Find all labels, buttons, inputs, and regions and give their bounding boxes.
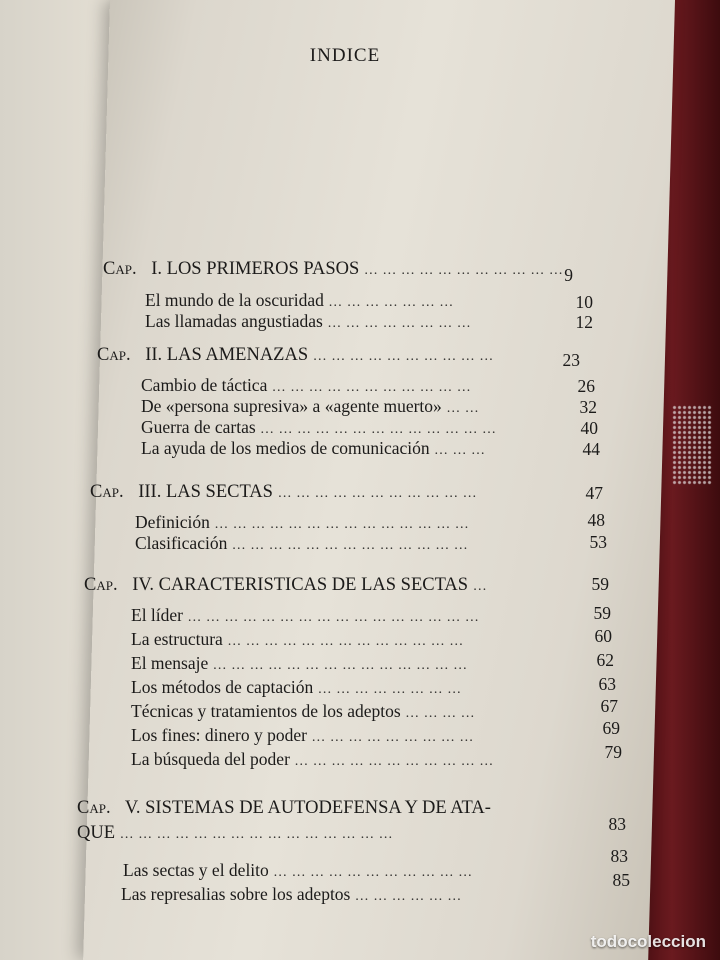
watermark-logo: todocoleccion bbox=[590, 932, 706, 951]
chapter-page: 9 bbox=[564, 265, 573, 285]
entry-label: El mensaje bbox=[131, 653, 209, 673]
entry-row bbox=[131, 676, 462, 701]
dot-leader: … … … … … … … … bbox=[317, 682, 462, 697]
chapter-row bbox=[77, 797, 491, 819]
dot-leader: … bbox=[472, 579, 488, 594]
dot-leader: … … … … … … … … … … … … … bbox=[260, 422, 497, 437]
chapter-row-continued bbox=[77, 822, 393, 846]
entry-page: 12 bbox=[575, 312, 593, 332]
entry-label: Las sectas y el delito bbox=[123, 860, 269, 880]
chapter-row bbox=[90, 481, 477, 505]
entry-label: Técnicas y tratamientos de los adeptos bbox=[131, 701, 401, 721]
entry-label: Los fines: dinero y poder bbox=[131, 725, 307, 745]
entry-page: 53 bbox=[589, 532, 607, 552]
chapter-title: CARACTERISTICAS DE LAS SECTAS bbox=[158, 575, 469, 595]
chapter-title: LAS SECTAS bbox=[165, 482, 273, 502]
chapter-number: V. bbox=[124, 798, 141, 818]
entry-label: La estructura bbox=[131, 629, 223, 649]
entry-label: Clasificación bbox=[135, 533, 228, 553]
dot-leader: … … … … … … … … … bbox=[311, 730, 474, 745]
dot-leader: … … … … … … … … … … … … … … bbox=[214, 517, 470, 532]
dot-leader: … … … … … … … … … … … … … … bbox=[212, 658, 468, 673]
dot-leader: … … … … bbox=[405, 706, 476, 721]
entry-row bbox=[131, 724, 474, 749]
page-title: INDICE bbox=[309, 45, 381, 66]
dot-leader: … … … … … … … … … … … bbox=[271, 380, 472, 395]
chapter-title: LOS PRIMEROS PASOS bbox=[166, 259, 360, 279]
entry-label: Cambio de táctica bbox=[141, 375, 268, 395]
chapter-number: IV. bbox=[132, 575, 154, 595]
chapter-number: III. bbox=[138, 482, 162, 502]
dot-leader: … … … … … … … … … … … … … … … … bbox=[187, 610, 480, 625]
entry-page: 10 bbox=[575, 292, 593, 312]
chapter-title: LAS AMENAZAS bbox=[166, 345, 309, 365]
chapter-cap-label: Cap. bbox=[77, 798, 111, 818]
entry-label: El mundo de la oscuridad bbox=[145, 290, 324, 310]
entry-page: 40 bbox=[580, 418, 598, 438]
entry-label: Las represalias sobre los adeptos bbox=[121, 884, 351, 904]
entry-label: La búsqueda del poder bbox=[131, 749, 290, 769]
entry-page: 79 bbox=[604, 742, 622, 762]
dot-leader: … … … … … … … … … … … … … bbox=[227, 634, 464, 649]
chapter-number: I. bbox=[151, 259, 163, 279]
dot-leader: … … bbox=[446, 401, 480, 416]
entry-page: 32 bbox=[579, 397, 597, 417]
entry-row bbox=[141, 437, 486, 462]
chapter-cap-label: Cap. bbox=[103, 259, 137, 279]
entry-page: 62 bbox=[596, 650, 614, 670]
entry-page: 26 bbox=[577, 376, 595, 396]
entry-page: 48 bbox=[587, 510, 605, 530]
entry-label: La ayuda de los medios de comunicación bbox=[141, 438, 430, 458]
entry-row bbox=[131, 604, 479, 629]
entry-row bbox=[121, 883, 462, 908]
entry-page: 63 bbox=[598, 674, 616, 694]
entry-page: 59 bbox=[593, 603, 611, 623]
dot-leader: … … … … … … … … … … … bbox=[363, 263, 564, 278]
entry-row bbox=[131, 748, 494, 773]
entry-label: El líder bbox=[131, 605, 183, 625]
entry-row bbox=[123, 859, 473, 884]
dot-leader: … … … … … … … … … … bbox=[312, 349, 494, 364]
entry-row bbox=[131, 700, 475, 725]
entry-label: Guerra de cartas bbox=[141, 417, 256, 437]
dot-leader: … … … … … … … bbox=[328, 295, 454, 310]
dot-leader: … … … … … … … … … … … bbox=[294, 754, 494, 769]
chapter-row bbox=[103, 258, 563, 282]
entry-row bbox=[135, 532, 468, 557]
chapter-number: II. bbox=[145, 345, 163, 365]
chapter-page: 23 bbox=[562, 350, 580, 370]
dot-leader: … … … … … … bbox=[354, 889, 462, 904]
entry-label: Definición bbox=[135, 512, 210, 532]
dot-leader: … … … bbox=[434, 443, 486, 458]
entry-label: De «persona supresiva» a «agente muerto» bbox=[141, 396, 442, 416]
dot-leader: … … … … … … … … … … … … … … … bbox=[119, 827, 394, 842]
chapter-cap-label: Cap. bbox=[97, 345, 131, 365]
dot-leader: … … … … … … … … … … … bbox=[277, 486, 478, 501]
entry-label: Los métodos de captación bbox=[131, 677, 314, 697]
chapter-page: 83 bbox=[608, 814, 626, 834]
entry-page: 44 bbox=[582, 439, 600, 459]
entry-page: 60 bbox=[594, 626, 612, 646]
entry-page: 69 bbox=[602, 718, 620, 738]
dot-leader: … … … … … … … … bbox=[327, 316, 472, 331]
dot-leader: … … … … … … … … … … … … … bbox=[231, 538, 469, 553]
chapter-title: SISTEMAS DE AUTODEFENSA Y DE ATA- bbox=[145, 798, 491, 818]
dot-leader: … … … … … … … … … … … bbox=[273, 865, 473, 880]
entry-row bbox=[145, 310, 471, 335]
chapter-title-continued: QUE bbox=[77, 823, 116, 843]
chapter-page: 47 bbox=[585, 483, 603, 503]
entry-row bbox=[131, 628, 464, 653]
entry-page: 85 bbox=[612, 870, 630, 890]
chapter-row bbox=[84, 574, 487, 598]
entry-row bbox=[131, 652, 468, 677]
entry-page: 67 bbox=[600, 696, 618, 716]
entry-label: Las llamadas angustiadas bbox=[145, 311, 323, 331]
entry-page: 83 bbox=[610, 846, 628, 866]
chapter-cap-label: Cap. bbox=[90, 482, 124, 502]
chapter-page: 59 bbox=[591, 574, 609, 594]
chapter-cap-label: Cap. bbox=[84, 575, 118, 595]
chapter-row bbox=[97, 344, 494, 368]
